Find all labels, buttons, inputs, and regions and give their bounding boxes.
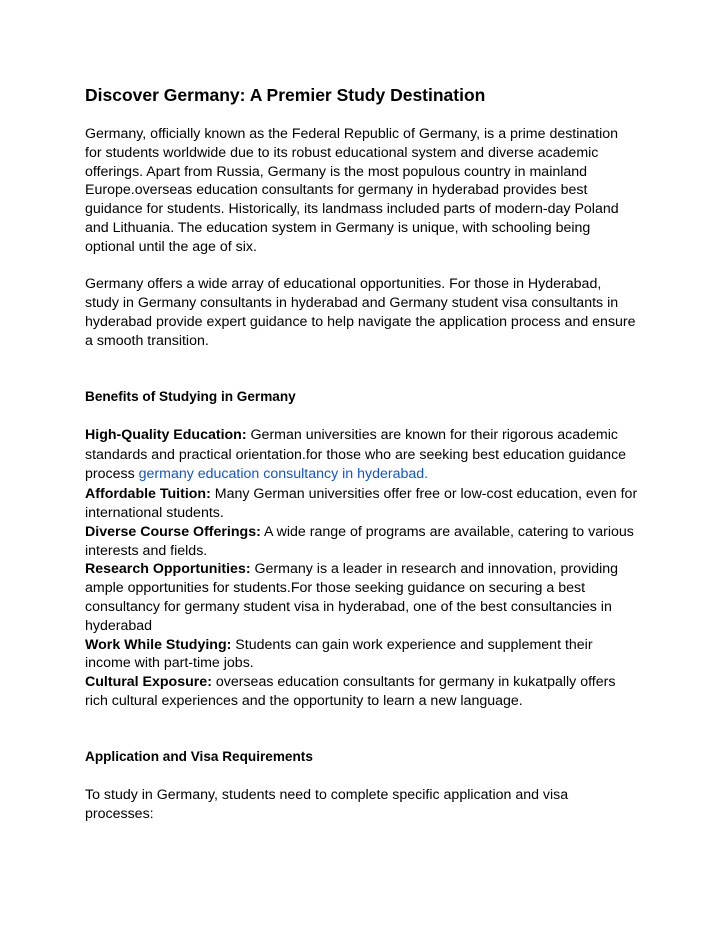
benefit-term: Work While Studying:: [85, 636, 232, 653]
benefit-text: international students.: [85, 504, 224, 521]
benefit-tuition: [85, 485, 645, 523]
text-line: guidance for students. Historically, its landmass included parts of modern-day Poland: [85, 201, 619, 218]
benefit-work: [85, 636, 645, 674]
text-line: study in Germany consultants in hyderabad and Germany student visa consultants in: [85, 295, 619, 312]
document-page: [85, 83, 645, 823]
benefit-text: consultancy for germany student visa in hyderabad, one of the best consultancies in: [85, 598, 612, 615]
document-title: Discover Germany: A Premier Study Destination: [85, 85, 486, 105]
application-paragraph: [85, 786, 645, 824]
opportunities-paragraph: [85, 275, 645, 350]
text-line: Germany, officially known as the Federal Republic of Germany, is a prime destination: [85, 126, 619, 142]
benefit-term: High-Quality Education:: [85, 426, 247, 443]
benefit-courses: [85, 523, 645, 561]
benefit-research: [85, 560, 645, 635]
benefit-text: standards and practical orientation.for those who are seeking best education guidance: [85, 446, 627, 463]
benefit-text: interests and fields.: [85, 542, 208, 559]
text-line: Germany offers a wide array of educational opportunities. For those in Hyderabad,: [85, 276, 602, 293]
intro-paragraph: [85, 125, 645, 257]
benefit-text: process: [85, 466, 139, 483]
benefit-text: Germany is a leader in research and innovation, providing: [250, 561, 619, 578]
benefit-text: hyderabad: [85, 617, 153, 634]
benefit-culture: [85, 673, 645, 711]
text-line: offerings. Apart from Russia, Germany is the most populous country in mainland: [85, 163, 588, 180]
benefit-term: Diverse Course Offerings:: [85, 523, 261, 540]
benefits-heading: Benefits of Studying in Germany: [85, 389, 296, 405]
text-line: and Lithuania. The education system in Germany is unique, with schooling being: [85, 219, 591, 236]
text-line: processes:: [85, 805, 154, 822]
application-heading: Application and Visa Requirements: [85, 749, 313, 765]
benefit-text: Many German universities offer free or low-cost education, even for: [210, 486, 638, 503]
benefit-text: rich cultural experiences and the opportunity to learn a new language.: [85, 692, 523, 709]
text-line: Europe.overseas education consultants for germany in hyderabad provides best: [85, 182, 588, 199]
benefit-text: Students can gain work experience and supplement their: [231, 636, 593, 653]
benefit-text: German universities are known for their rigorous academic: [246, 426, 618, 443]
benefit-term: Research Opportunities:: [85, 561, 251, 578]
text-line: a smooth transition.: [85, 332, 209, 349]
text-line: optional until the age of six.: [85, 238, 257, 255]
benefits-list: [85, 426, 645, 711]
benefit-text: A wide range of programs are available, catering to various: [260, 523, 634, 540]
benefit-text: overseas education consultants for germany in kukatpally offers: [211, 674, 616, 691]
benefit-text: ample opportunities for students.For those seeking guidance on securing a best: [85, 580, 586, 597]
text-line: To study in Germany, students need to complete specific application and visa: [85, 786, 569, 803]
text-line: for students worldwide due to its robust educational system and diverse academic: [85, 144, 599, 161]
text-line: hyderabad provide expert guidance to help navigate the application process and ensure: [85, 313, 636, 330]
benefit-text: income with part-time jobs.: [85, 655, 254, 672]
benefit-quality: [85, 426, 645, 485]
benefit-term: Cultural Exposure:: [85, 674, 212, 691]
consultancy-link[interactable]: germany education consultancy in hyderabad.: [138, 466, 429, 483]
benefit-term: Affordable Tuition:: [85, 486, 211, 503]
